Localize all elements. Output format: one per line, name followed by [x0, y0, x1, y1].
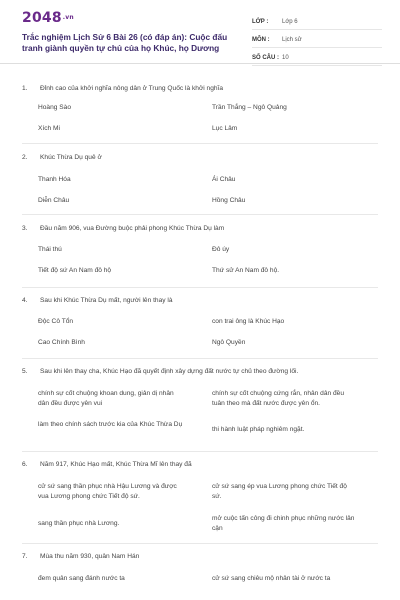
- question-number: 6.: [22, 461, 28, 468]
- option-a[interactable]: đem quân sang đánh nước ta: [38, 575, 125, 582]
- question-text: [22, 296, 382, 306]
- option-d[interactable]: Lục Lâm: [212, 125, 238, 132]
- option-b[interactable]: con trai ông là Khúc Hạo: [212, 318, 285, 325]
- question-number: 1.: [22, 85, 28, 92]
- option-c[interactable]: Cao Chính Bình: [38, 339, 85, 346]
- option-d[interactable]: thi hành luật pháp nghiêm ngặt.: [212, 426, 305, 433]
- meta-label: SỐ CÂU :: [252, 54, 279, 61]
- meta-row-class: [252, 14, 382, 30]
- question-stem: Khúc Thừa Dụ quê ở: [40, 154, 102, 161]
- option-b[interactable]: cử sứ sang ép vua Lương phong chức Tiết độ sứ.: [212, 483, 347, 500]
- option-a[interactable]: cử sứ sang thần phục nhà Hậu Lương và được vua Lương phong chức Tiết độ sứ.: [38, 483, 177, 500]
- meta-label: MÔN :: [252, 36, 270, 43]
- option-c[interactable]: làm theo chính sách trước kia của Khúc Thừa Dụ: [38, 421, 183, 428]
- option-a[interactable]: Hoàng Sào: [38, 104, 71, 111]
- question-number: 4.: [22, 297, 28, 304]
- question-text: [22, 460, 382, 470]
- question-stem: Sau khi Khúc Thừa Dụ mất, người lên thay là: [40, 297, 173, 304]
- question-stem: Đỉnh cao của khởi nghĩa nông dân ở Trung Quốc là khởi nghĩa: [40, 85, 224, 92]
- question-text: [22, 153, 382, 163]
- meta-value: Lịch sử: [282, 36, 302, 43]
- question-number: 5.: [22, 368, 28, 375]
- meta-info: [252, 14, 382, 68]
- meta-row-count: [252, 50, 382, 66]
- option-b[interactable]: Đô úy: [212, 246, 230, 253]
- option-d[interactable]: Ngô Quyền: [212, 339, 246, 346]
- option-c[interactable]: Tiết độ sứ An Nam đô hộ: [38, 267, 112, 274]
- question-stem: Mùa thu năm 930, quân Nam Hán: [40, 553, 140, 560]
- divider: [22, 143, 378, 144]
- option-d[interactable]: Thứ sử An Nam đô hộ.: [212, 267, 280, 274]
- divider: [22, 543, 378, 544]
- question-number: 7.: [22, 553, 28, 560]
- question-stem: Sau khi lên thay cha, Khúc Hạo đã quyết định xây dựng đất nước tự chủ theo đường lối.: [40, 368, 299, 375]
- option-d[interactable]: mở cuộc tấn công đi chinh phục những nước lân cận: [212, 515, 355, 532]
- logo-suffix: .vn: [62, 14, 74, 21]
- meta-label: LỚP :: [252, 18, 269, 25]
- question-stem: Năm 917, Khúc Hạo mất, Khúc Thừa Mĩ lên thay đã: [40, 461, 192, 468]
- option-a[interactable]: Độc Cô Tổn: [38, 318, 74, 325]
- option-d[interactable]: Hồng Châu: [212, 197, 246, 204]
- option-b[interactable]: Ái Châu: [212, 176, 236, 183]
- option-a[interactable]: chính sự cốt chuộng khoan dung, giản dị nhân dân đều được yên vui: [38, 390, 174, 407]
- question-number: 3.: [22, 225, 28, 232]
- meta-value: 10: [282, 54, 289, 61]
- option-c[interactable]: sang thần phục nhà Lương.: [38, 520, 120, 527]
- option-c[interactable]: Xích Mi: [38, 125, 60, 132]
- meta-value: Lớp 6: [282, 18, 298, 25]
- option-b[interactable]: Trần Thắng – Ngô Quảng: [212, 104, 287, 111]
- question-text: [22, 552, 382, 562]
- option-a[interactable]: Thái thú: [38, 246, 62, 253]
- divider: [22, 287, 378, 288]
- question-text: [22, 224, 382, 234]
- option-b[interactable]: cử sứ sang chiêu mộ nhân tài ở nước ta: [212, 575, 331, 582]
- page-title: Trắc nghiệm Lịch Sử 6 Bài 26 (có đáp án): Cuộc đấu tranh giành quyền tự chủ của họ Khúc, họ Dương: [22, 32, 228, 53]
- divider: [22, 451, 378, 452]
- question-number: 2.: [22, 154, 28, 161]
- divider: [22, 358, 378, 359]
- meta-row-subject: [252, 32, 382, 48]
- question-text: [22, 84, 382, 94]
- question-text: [22, 367, 382, 377]
- header: [0, 0, 400, 64]
- divider: [22, 214, 378, 215]
- logo-text: 2048: [22, 10, 62, 26]
- option-a[interactable]: Thanh Hóa: [38, 176, 71, 183]
- option-c[interactable]: Diễn Châu: [38, 197, 70, 204]
- option-b[interactable]: chính sự cốt chuộng cứng rắn, nhân dân đều tuân theo mà đất nước được yên ổn.: [212, 390, 345, 407]
- question-stem: Đầu năm 906, vua Đường buộc phải phong Khúc Thừa Dụ làm: [40, 225, 225, 232]
